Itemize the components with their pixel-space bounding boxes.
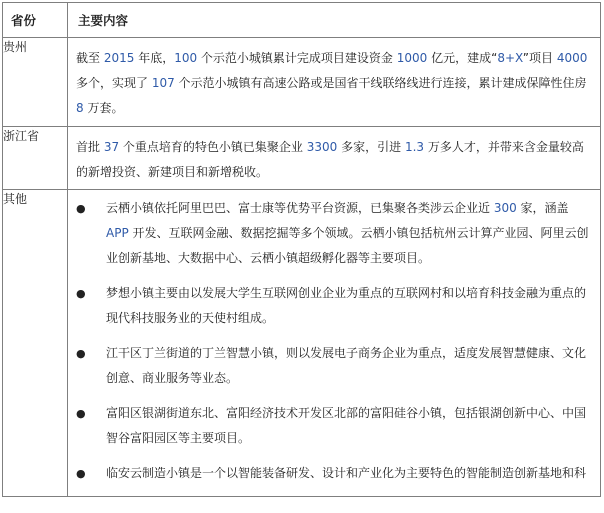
other-bullet-list [68,190,600,486]
text-run: 亿元，建成“ [427,51,498,65]
text-run: 云栖小镇依托阿里巴巴、富士康等优势平台资源，已集聚各类涉云企业近 [106,201,494,215]
highlighted-number: 1.3 [404,140,425,154]
text-run: 江干区丁兰街道的丁兰智慧小镇，则以发展电子商务企业为重点，适度发展智慧健康、文化创意、商业服务等业态。 [106,346,587,385]
table-row-guizhou [3,38,601,127]
highlighted-number: 300 [493,201,517,215]
province-cell-zhejiang: 浙江省 [3,127,68,190]
list-item [76,401,592,451]
text-run: 富阳区银湖街道东北、富阳经济技术开发区北部的富阳硅谷小镇，包括银湖创新中心、中国智谷富阳园区等主要项目。 [106,406,587,445]
text-run: 个示范小城镇有高速公路或是国省干线联络线进行连接，累计建成保障性住房 [174,76,587,90]
text-run: 梦想小镇主要由以发展大学生互联网创业企业为重点的互联网村和以培育科技金融为重点的现代科技服务业的天使村组成。 [106,286,587,325]
bullet-icon: ● [76,202,86,215]
list-item [76,196,592,271]
list-item-text [106,346,586,385]
highlighted-number: 3300 [306,140,338,154]
header-main-content: 主要内容 [68,3,601,38]
highlighted-number: 107 [151,76,175,90]
text-run: 万多人才，并带来含金量较高的新增投资、新建项目和新增税收。 [76,140,584,179]
list-item [76,281,592,331]
text-run: ”项目 [522,51,557,65]
highlighted-number: 37 [103,140,120,154]
highlighted-number: 1000 [396,51,428,65]
text-run: 截至 [76,51,104,65]
highlighted-number: 4000 [556,51,588,65]
list-item-text [106,201,589,265]
province-cell-other: 其他 [3,190,68,497]
highlighted-number: 8 [76,101,84,115]
table-row-other [3,190,601,497]
bullet-icon: ● [76,287,86,300]
text-run: 首批 [76,140,104,154]
header-province: 省份 [3,3,68,38]
text-run: 多家，引进 [337,140,405,154]
content-cell-guizhou [68,38,601,127]
bullet-icon: ● [76,347,86,360]
content-cell-other [68,190,601,497]
bullet-icon: ● [76,407,86,420]
content-cell-zhejiang [68,127,601,190]
text-run: 家，涵盖 [516,201,569,215]
list-item-text [106,406,586,445]
table-row-zhejiang [3,127,601,190]
content-table [2,2,601,497]
highlighted-number: 2015 [103,51,135,65]
province-cell-guizhou: 贵州 [3,38,68,127]
list-item [76,461,592,486]
text-run: 个重点培育的特色小镇已集聚企业 [119,140,307,154]
table-header-row [3,3,601,38]
list-item-text [106,286,586,325]
text-run: 开发、互联网金融、数据挖掘等多个领域。云栖小镇包括杭州云计算产业园、阿里云创业创新基地、大数据中心、云栖小镇超级孵化器等主要项目。 [106,226,589,265]
text-run: 万套。 [83,101,124,115]
text-run: 临安云制造小镇是一个以智能装备研发、设计和产业化为主要特色的智能制造创新基地和科 [106,466,587,480]
text-run: 个示范小城镇累计完成项目建设资金 [197,51,397,65]
list-item [76,341,592,391]
text-run: 年底， [134,51,175,65]
text-run: 多个，实现了 [76,76,152,90]
highlighted-number: 100 [174,51,198,65]
highlighted-number: 8+X [497,51,523,65]
bullet-icon: ● [76,467,86,480]
zhejiang-text [68,127,600,189]
guizhou-text [68,38,600,125]
highlighted-number: APP [106,226,129,240]
list-item-text [106,466,586,480]
